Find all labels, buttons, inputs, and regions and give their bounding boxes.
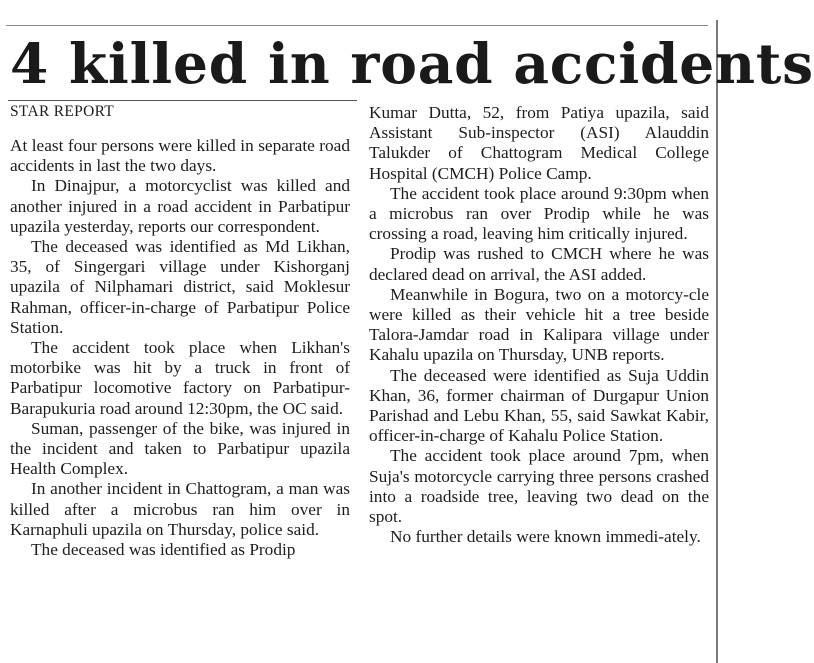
- paragraph-final: No further details were known immedi-ately.: [390, 527, 701, 547]
- article-column-left: [10, 102, 350, 560]
- paragraph: Prodip was rushed to CMCH where he was declared dead on arrival, the ASI added.: [369, 244, 709, 284]
- paragraph: In another incident in Chattogram, a man was killed after a microbus ran him over in Karnaphuli upazila on Thursday, police said.: [10, 479, 350, 539]
- paragraph: The deceased was identified as Md Likhan, 35, of Singergari village under Kishorganj upazila of Nilphamari district, said Moklesur Rahman, officer-in-charge of Parbatipur Police Station.: [10, 237, 350, 337]
- headline: 4 killed in road accidents: [10, 31, 814, 96]
- paragraph: The deceased were identified as Suja Uddin Khan, 36, former chairman of Durgapur Union Parishad and Lebu Khan, 55, said Sawkat Kabir, officer-in-charge of Kahalu Police Station.: [369, 365, 709, 446]
- paragraph-continuation: Kumar Dutta, 52, from Patiya upazila, said Assistant Sub-inspector (ASI) Alauddin Talukder of Chattogram Medical College Hospital (CMCH) Police Camp.: [369, 103, 709, 183]
- paragraph-continued: The deceased was identified as Prodip: [31, 540, 296, 560]
- paragraph: The accident took place when Likhan's motorbike was hit by a truck in front of Parbatipur locomotive factory on Parbatipur-Barapukuria road around 12:30pm, the OC said.: [10, 338, 350, 418]
- paragraph: Suman, passenger of the bike, was injured in the incident and taken to Parbatipur upazila Health Complex.: [10, 418, 350, 479]
- byline-rule: [8, 100, 357, 101]
- article-column-right: [369, 103, 709, 547]
- paragraph: Meanwhile in Bogura, two on a motorcy-cle were killed as their vehicle hit a tree beside Talora-Jamdar road in Kalipara village under Kahalu upazila on Thursday, UNB reports.: [369, 284, 709, 365]
- paragraph: In Dinajpur, a motorcyclist was killed and another injured in a road accident in Parbatipur upazila yesterday, reports our correspondent.: [10, 176, 350, 236]
- byline: STAR REPORT: [10, 103, 115, 120]
- paragraph-lead: At least four persons were killed in separate road accidents in last the two days.: [10, 136, 350, 176]
- paragraph: The accident took place around 7pm, when Suja's motorcycle carrying three persons crashed into a roadside tree, leaving two dead on the spot.: [369, 446, 709, 527]
- paragraph: The accident took place around 9:30pm when a microbus ran over Prodip while he was crossing a road, leaving him critically injured.: [369, 183, 709, 244]
- right-border-line: [716, 20, 718, 663]
